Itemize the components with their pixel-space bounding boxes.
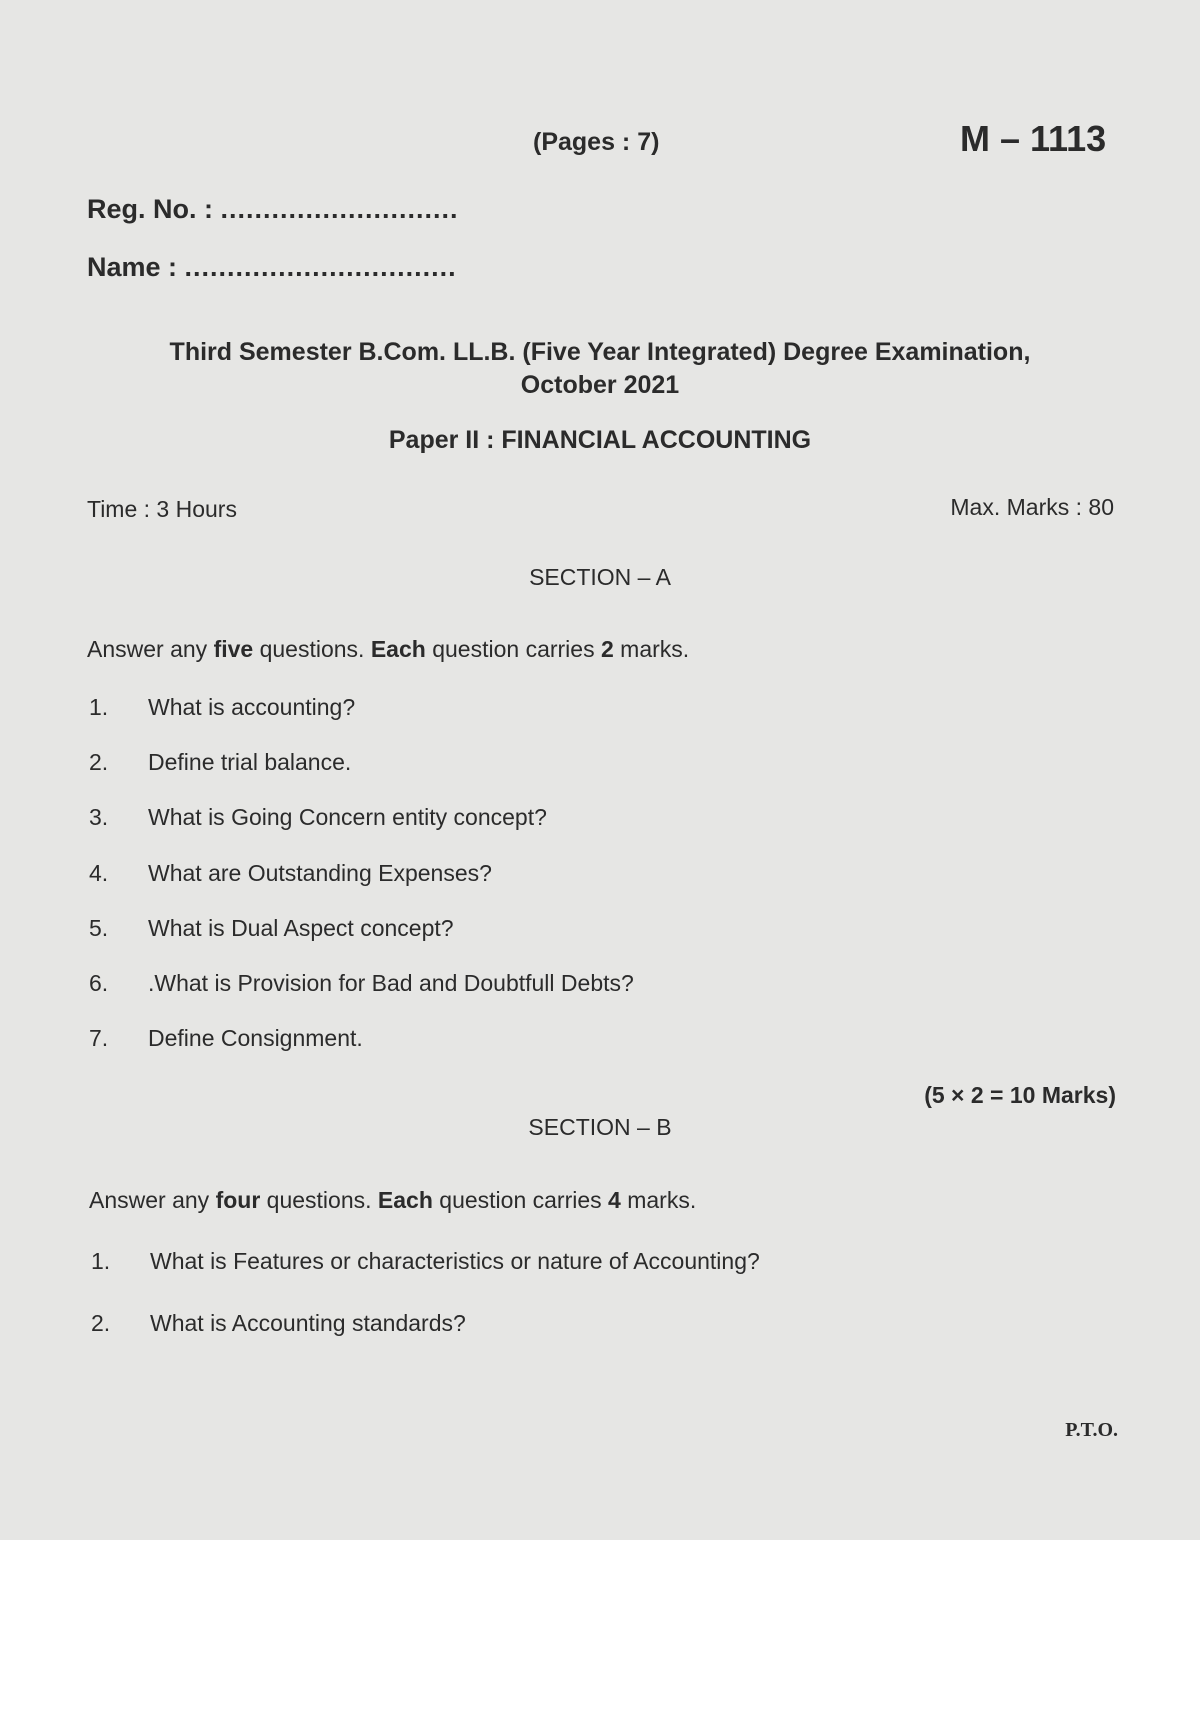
instr-text: question carries — [432, 1187, 609, 1213]
instr-text: marks. — [620, 1187, 697, 1213]
question-number: 3. — [89, 804, 109, 830]
instr-each: Each — [377, 1187, 433, 1213]
exam-duration: Time : 3 Hours — [87, 496, 237, 522]
instr-text: questions. — [253, 636, 371, 662]
question-a-1 — [89, 694, 355, 721]
question-number: 5. — [89, 915, 109, 941]
section-a-marks: (5 × 2 = 10 Marks) — [924, 1082, 1116, 1108]
reg-no-label: Reg. No. : — [87, 194, 213, 224]
question-text: .What is Provision for Bad and Doubtfull Debts? — [148, 970, 634, 996]
instr-text: question carries — [425, 636, 601, 662]
section-b-instructions — [89, 1187, 696, 1214]
question-a-3 — [89, 804, 547, 831]
question-number: 2. — [91, 1310, 111, 1336]
name-blank: ................................ — [184, 252, 457, 282]
instr-text: questions. — [260, 1187, 378, 1213]
section-a-heading: SECTION – A — [529, 564, 671, 590]
question-text: What is Going Concern entity concept? — [148, 804, 547, 830]
question-a-6 — [89, 970, 634, 997]
instr-text: marks. — [613, 636, 690, 662]
exam-title — [80, 336, 1120, 402]
question-number: 1. — [91, 1248, 111, 1274]
question-number: 7. — [89, 1025, 109, 1051]
instr-count: four — [215, 1187, 261, 1213]
question-number: 2. — [89, 749, 109, 775]
page-count: (Pages : 7) — [533, 128, 660, 156]
max-marks: Max. Marks : 80 — [950, 494, 1114, 520]
question-text: Define trial balance. — [148, 749, 352, 775]
section-b-heading: SECTION – B — [528, 1114, 672, 1140]
paper-code: M – 1113 — [960, 118, 1107, 159]
question-text: What is accounting? — [148, 694, 356, 720]
instr-marks: 4 — [608, 1187, 621, 1213]
question-text: What are Outstanding Expenses? — [148, 860, 492, 886]
name-label: Name : — [87, 252, 178, 282]
question-b-1 — [91, 1248, 760, 1275]
reg-no-field — [87, 194, 459, 225]
instr-each: Each — [370, 636, 426, 662]
paper-title: Paper II : FINANCIAL ACCOUNTING — [388, 426, 812, 454]
question-b-2 — [91, 1310, 466, 1337]
question-text: Define Consignment. — [148, 1025, 363, 1051]
question-number: 6. — [89, 970, 109, 996]
pto-marker: P.T.O. — [1065, 1419, 1118, 1441]
question-text: What is Features or characteristics or nature of Accounting? — [150, 1248, 760, 1274]
name-field — [87, 252, 457, 283]
question-number: 4. — [89, 860, 109, 886]
instr-text: Answer any — [89, 1187, 216, 1213]
question-number: 1. — [89, 694, 109, 720]
instr-count: five — [213, 636, 254, 662]
question-text: What is Accounting standards? — [150, 1310, 466, 1336]
question-a-7 — [89, 1025, 363, 1052]
section-a-instructions — [87, 636, 689, 663]
exam-title-line-1: Third Semester B.Com. LL.B. (Five Year Integrated) Degree Examination, — [169, 338, 1031, 366]
exam-title-line-2: October 2021 — [520, 371, 680, 399]
instr-text: Answer any — [87, 636, 214, 662]
question-a-4 — [89, 860, 492, 887]
question-a-2 — [89, 749, 351, 776]
reg-no-blank: ............................ — [220, 194, 459, 224]
question-a-5 — [89, 915, 454, 942]
instr-marks: 2 — [600, 636, 614, 662]
question-text: What is Dual Aspect concept? — [148, 915, 454, 941]
